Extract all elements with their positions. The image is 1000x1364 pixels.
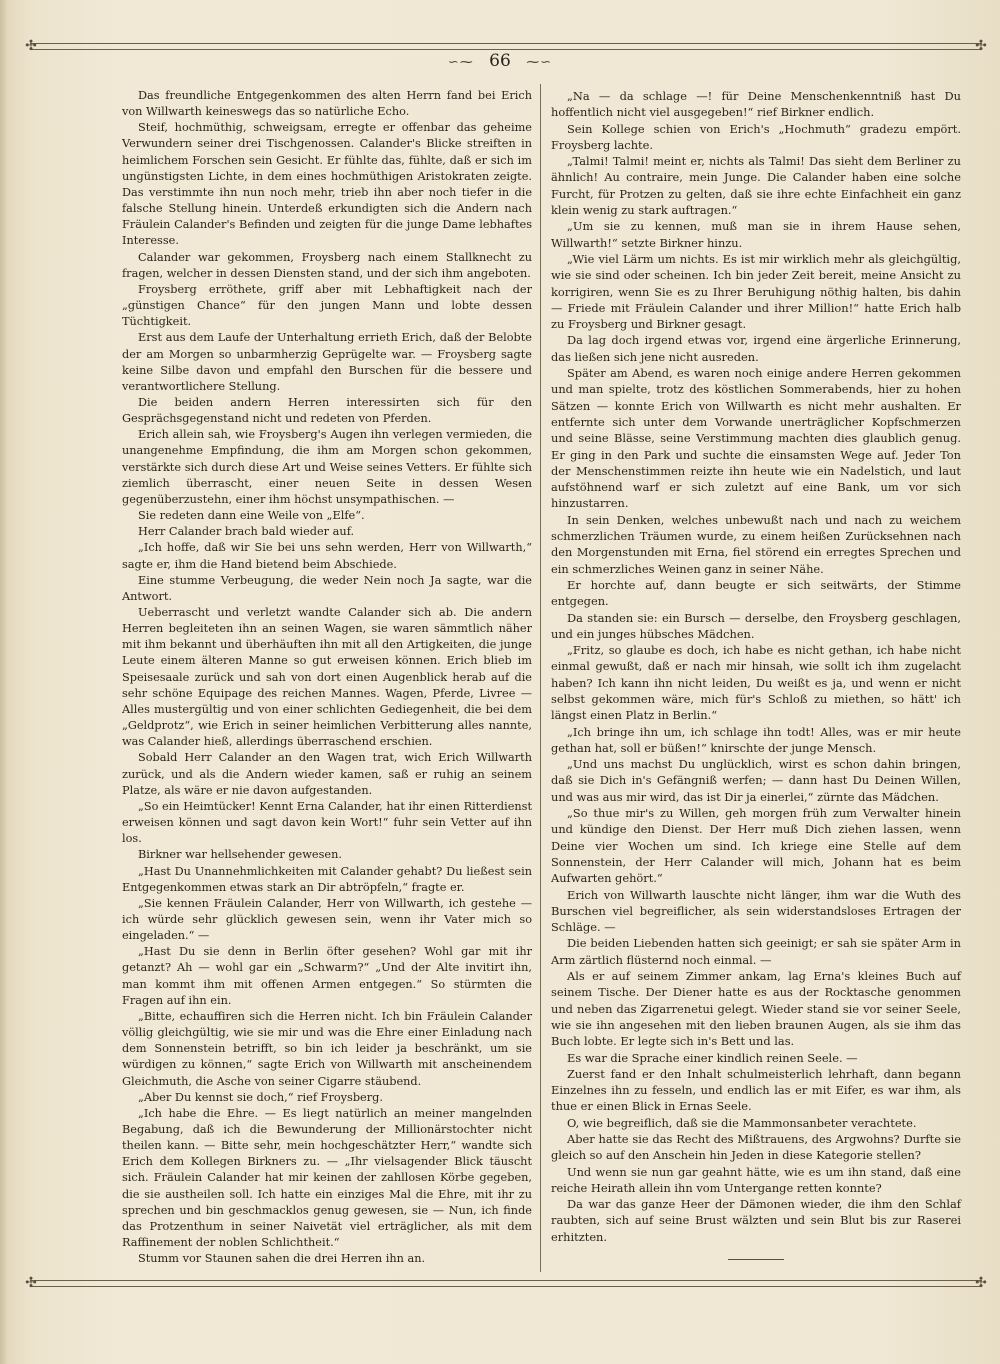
paragraph: Sobald Herr Calander an den Wagen trat, wich Erich Willwarth zurück, und als die Andern wieder kamen, saß er ruhig an seinem Platze, als wäre er nie davon aufgestanden.: [122, 751, 532, 797]
paragraph: „Aber Du kennst sie doch,“ rief Froysberg.: [138, 1090, 383, 1104]
paragraph: Erich allein sah, wie Froysberg's Augen ihn verlegen vermieden, die unangenehme Empfindung, die ihm am Morgen schon gekommen, verstärkte sich durch diese Art und Weise seines Vetters. Er fühlte sich ziemlich überrascht, einer neuen Seite in dessen Wesen gegenüberzustehn, einer ihm höchst unsympathischen. —: [122, 428, 532, 506]
paragraph: Und wenn sie nun gar geahnt hätte, wie es um ihn stand, daß eine reiche Heirath allein ihn vom Untergange retten konnte?: [551, 1164, 961, 1195]
right-column: [551, 88, 961, 1260]
corner-ornament-icon: ✣: [975, 1275, 987, 1291]
paragraph: „Wie viel Lärm um nichts. Es ist mir wirklich mehr als gleichgültig, wie sie sind oder scheinen. Ich bin jeder Zeit bereit, meine Ansicht zu korrigiren, wenn Sie es zu Ihrer Beruhigung nöthig halten, bis dahin — Friede mit Fräulein Calander und ihrer Million!“ hatte Erich halb zu Froysberg und Birkner gesagt.: [551, 251, 961, 332]
page-number: 66: [489, 51, 511, 71]
paragraph: Steif, hochmüthig, schweigsam, erregte er offenbar das geheime Verwundern seiner drei Tischgenossen. Calander's Blicke streiften in heimlichem Forschen sein Gesicht. Er fühlte das, fühlte, daß er sich im ungünstigsten Lichte, in dem eines hochmüthigen Aristokraten zeigte. Das verstimmte ihn nun noch mehr, trieb ihn aber noch tiefer in die falsche Stellung hinein. Unterdeß erkundigten sich die Andern nach Fräulein Calander's Befinden und zeigten für die junge Dame lebhaftes Interesse.: [122, 121, 532, 248]
paragraph: „Fritz, so glaube es doch, ich habe es nicht gethan, ich habe nicht einmal gewußt, daß er nach mir hinsah, wie sollt ich ihm zugelacht haben? Ich kann ihn nicht leiden, Du weißt es ja, und wenn er nicht selbst gekommen wäre, mich für's Schloß zu miethen, so hätt' ich längst einen Platz in Berlin.“: [551, 643, 961, 723]
column-divider: [540, 84, 541, 1272]
paragraph: „Und uns machst Du unglücklich, wirst es schon dahin bringen, daß sie Dich in's Gefängniß werfen; — dann hast Du Deinen Willen, und was aus mir wird, das ist Dir ja einerlei,“ zürnte das Mädchen.: [551, 757, 961, 804]
paragraph: „So thue mir's zu Willen, geh morgen früh zum Verwalter hinein und kündige den Dienst. Der Herr muß Dich ziehen lassen, wenn Deine vier Wochen um sind. Ich kriege eine Stelle auf dem Sonnenstein, der Herr Calander will mich, Johann hat es beim Aufwarten gehört.“: [551, 806, 961, 886]
paragraph: „Ich hoffe, daß wir Sie bei uns sehn werden, Herr von Willwarth,“ sagte er, ihm die Hand bietend beim Abschiede.: [122, 541, 532, 571]
paragraph: Aber hatte sie das Recht des Mißtrauens, des Argwohns? Durfte sie gleich so auf den Anschein hin Jeden in diese Kategorie stellen?: [551, 1132, 961, 1163]
paragraph: Er horchte auf, dann beugte er sich seitwärts, der Stimme entgegen.: [551, 577, 961, 609]
paragraph: Erst aus dem Laufe der Unterhaltung errieth Erich, daß der Belobte der am Morgen so unbarmherzig Geprügelte war. — Froysberg sagte keine Silbe davon und empfahl den Burschen für die bessere und verantwortlichere Stellung.: [122, 331, 532, 393]
corner-ornament-icon: ✣: [975, 38, 987, 54]
paragraph: „Sie kennen Fräulein Calander, Herr von Willwarth, ich gestehe — ich würde sehr glücklich gewesen sein, wenn ihr Vater mich so eingeladen.“ —: [122, 896, 532, 943]
paragraph: Sein Kollege schien von Erich's „Hochmuth“ gradezu empört. Froysberg lachte.: [551, 121, 961, 152]
paragraph: Als er auf seinem Zimmer ankam, lag Erna's kleines Buch auf seinem Tische. Der Diener hatte es aus der Rocktasche genommen und neben das Zigarrenetui gelegt. Wieder stand sie vor seiner Seele, wie sie ihn angesehen mit den lieben braunen Augen, als sie ihm das Buch lobte. Er legte sich in's Bett und las.: [551, 969, 961, 1049]
paragraph: Da standen sie: ein Bursch — derselbe, den Froysberg geschlagen, und ein junges hübsches Mädchen.: [551, 610, 961, 641]
paragraph: „Ich habe die Ehre. — Es liegt natürlich an meiner mangelnden Begabung, daß ich die Bewunderung der Millionärstochter nicht theilen kann. — Bitte sehr, mein hochgeschätzter Herr,“ wandte sich Erich dem Kollegen Birkners zu. — „Ihr vielsagender Blick täuscht sich. Fräulein Calander hat mir keinen der zahllosen Körbe gegeben, die sie austheilen soll. Ich hatte ein einziges Mal die Ehre, mit ihr zu sprechen und bin geschmacklos genug gewesen, sie — Nun, ich finde das Protzenthum in seiner Naivetät viel erträglicher, als mit dem Raffinement der noblen Schlichtheit.“: [122, 1106, 532, 1250]
header-ornament-left: ∽⁓: [447, 55, 474, 70]
paragraph: Da lag doch irgend etwas vor, irgend eine ärgerliche Erinnerung, das ließen sich jene nicht ausreden.: [551, 333, 961, 364]
paragraph: „Um sie zu kennen, muß man sie in ihrem Hause sehen, Willwarth!“ setzte Birkner hinzu.: [551, 219, 961, 250]
paragraph: „Hast Du Unannehmlichkeiten mit Calander gehabt? Du ließest sein Entgegenkommen etwas stark an Dir abtröpfeln,“ fragte er.: [122, 864, 532, 894]
paragraph: „Talmi! Talmi! meint er, nichts als Talmi! Das sieht dem Berliner zu ähnlich! Au contraire, mein Junge. Die Calander haben eine solche Furcht, für Protzen zu gelten, daß sie ihre echte Einfachheit ein ganz klein wenig zu stark auftragen.“: [551, 154, 961, 218]
paragraph: Später am Abend, es waren noch einige andere Herren gekommen und man spielte, trotz des köstlichen Sommerabends, hier zu hohen Sätzen — konnte Erich von Willwarth es nicht mehr aushalten. Er entfernte sich unter dem Vorwande unerträglicher Kopfschmerzen und seine Blässe, seine Verstimmung machten dies glaublich genug. Er ging in den Park und suchte die einsamsten Wege auf. Jeder Ton der Menschenstimmen reizte ihn heute wie ein Nadelstich, und laut aufstöhnend warf er sich zuletzt auf eine Bank, um vor sich hinzustarren.: [551, 366, 961, 511]
paragraph: „Hast Du sie denn in Berlin öfter gesehen? Wohl gar mit ihr getanzt? Ah — wohl gar ein „Schwarm?“ „Und der Alte invitirt ihn, man kommt ihm mit offenen Armen entgegen.“ So stürmten die Fragen auf ihn ein.: [122, 945, 532, 1007]
paragraph: O, wie begreiflich, daß sie die Mammonsanbeter verachtete.: [567, 1115, 917, 1130]
paragraph: Zuerst fand er den Inhalt schulmeisterlich lehrhaft, dann begann Einzelnes ihn zu fesseln, und endlich las er mit Eifer, es war ihm, als thue er einen Blick in Ernas Seele.: [551, 1066, 961, 1114]
top-border-rule: [30, 43, 982, 50]
paragraph: Erich von Willwarth lauschte nicht länger, ihm war die Wuth des Burschen viel begreiflicher, als sein widerstandsloses Ertragen der Schläge. —: [551, 887, 961, 935]
left-column: [122, 88, 532, 1267]
paragraph: Calander war gekommen, Froysberg nach einem Stallknecht zu fragen, welcher in dessen Diensten stand, und der sich ihm angeboten.: [122, 250, 532, 280]
paragraph: Es war die Sprache einer kindlich reinen Seele. —: [567, 1050, 858, 1065]
paragraph: Ueberrascht und verletzt wandte Calander sich ab. Die andern Herren begleiteten ihn an seinen Wagen, sie waren sämmtlich näher mit ihm bekannt und überhäuften ihn mit all den Artigkeiten, die junge Leute einem älteren Manne so gut erweisen können. Erich blieb im Speisesaale zurück und sah von dort einen Augenblick herab auf die sehr schöne Equipage des reichen Mannes. Wagen, Pferde, Livree — Alles mustergültig und von einer schlichten Gediegenheit, die bei dem „Geldprotz“, wie Erich in seiner heimlichen Verbitterung alles nannte, was Calander hieß, allerdings überraschend erschien.: [122, 606, 532, 749]
paragraph: Die beiden andern Herren interessirten sich für den Gesprächsgegenstand nicht und redeten von Pferden.: [122, 395, 532, 426]
paragraph: In sein Denken, welches unbewußt nach und nach zu weichem schmerzlichen Träumen wurde, zu einem heißen Zurücksehnen nach den Morgenstunden mit Erna, fiel störend ein erregtes Sprechen und ein schmerzliches Weinen ganz in seiner Nähe.: [551, 512, 961, 576]
paragraph: Da war das ganze Heer der Dämonen wieder, die ihm den Schlaf raubten, sich auf seine Brust wälzten und sein Blut bis zur Raserei erhitzten.: [551, 1197, 961, 1244]
end-rule: [728, 1259, 784, 1260]
paragraph: Das freundliche Entgegenkommen des alten Herrn fand bei Erich von Willwarth keineswegs das so natürliche Echo.: [122, 89, 532, 119]
paragraph: Eine stumme Verbeugung, die weder Nein noch Ja sagte, war die Antwort.: [122, 573, 532, 603]
corner-ornament-icon: ✣: [25, 1275, 37, 1291]
paragraph: Herr Calander brach bald wieder auf.: [138, 525, 355, 539]
paragraph: „So ein Heimtücker! Kennt Erna Calander, hat ihr einen Ritterdienst erweisen können und sagt davon kein Wort!“ fuhr sein Vetter auf ihn los.: [122, 799, 532, 846]
scan-edge-shadow: [0, 0, 8, 1364]
paragraph: Birkner war hellsehender gewesen.: [138, 848, 342, 862]
paragraph: „Ich bringe ihn um, ich schlage ihn todt! Alles, was er mir heute gethan hat, soll er büßen!“ knirschte der junge Mensch.: [551, 724, 961, 755]
paragraph: Die beiden Liebenden hatten sich geeinigt; er sah sie später Arm in Arm zärtlich flüsternd noch einmal. —: [551, 936, 961, 967]
paragraph: Stumm vor Staunen sahen die drei Herren ihn an.: [138, 1252, 426, 1266]
paragraph: „Na — da schlage —! für Deine Menschenkenntniß hast Du hoffentlich nicht viel ausgegeben!“ rief Birkner endlich.: [551, 89, 961, 120]
paragraph: Sie redeten dann eine Weile von „Elfe“.: [138, 509, 365, 523]
paragraph: Froysberg erröthete, griff aber mit Lebhaftigkeit nach der „günstigen Chance“ für den jungen Mann und lobte dessen Tüchtigkeit.: [122, 282, 532, 329]
bottom-border-rule: [30, 1280, 982, 1287]
corner-ornament-icon: ✣: [25, 38, 37, 54]
paragraph: „Bitte, echauffiren sich die Herren nicht. Ich bin Fräulein Calander völlig gleichgültig, wie sie mir und was die Ehre einer Einladung nach dem Sonnenstein betrifft, so bin ich leider ja beschränkt, um sie würdigen zu können,“ sagte Erich von Willwarth mit anscheinendem Gleichmuth, die Asche von seiner Cigarre stäubend.: [122, 1009, 532, 1088]
header-ornament-right: ⁓∽: [526, 55, 553, 70]
page-header: [0, 50, 1000, 72]
